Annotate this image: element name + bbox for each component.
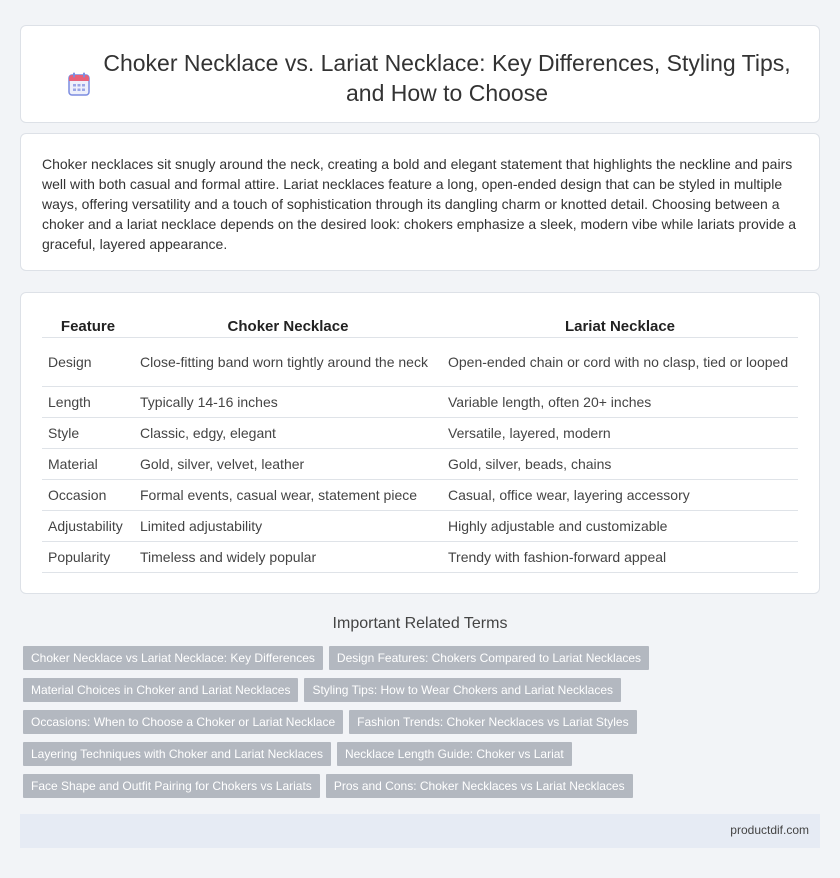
feature-cell: Style (42, 417, 134, 448)
table-row (42, 479, 798, 510)
related-term-tag[interactable]: Necklace Length Guide: Choker vs Lariat (337, 742, 572, 766)
summary-card (20, 133, 820, 271)
feature-cell: Popularity (42, 541, 134, 572)
lariat-cell: Trendy with fashion-forward appeal (442, 541, 798, 572)
table-row (42, 337, 798, 386)
footer-site-link[interactable]: productdif.com (730, 823, 809, 837)
choker-cell: Limited adjustability (134, 510, 442, 541)
feature-cell: Material (42, 448, 134, 479)
choker-cell: Gold, silver, velvet, leather (134, 448, 442, 479)
choker-cell: Close-fitting band worn tightly around the neck (134, 337, 442, 386)
table-row (42, 510, 798, 541)
footer (20, 814, 820, 848)
table-row (42, 386, 798, 417)
page-title: Choker Necklace vs. Lariat Necklace: Key Differences, Styling Tips, and How to Choose (103, 50, 791, 106)
choker-cell: Timeless and widely popular (134, 541, 442, 572)
related-term-tag[interactable]: Occasions: When to Choose a Choker or Lariat Necklace (23, 710, 343, 734)
header-feature: Feature (42, 315, 134, 337)
header-choker: Choker Necklace (134, 315, 442, 337)
lariat-cell: Gold, silver, beads, chains (442, 448, 798, 479)
lariat-cell: Casual, office wear, layering accessory (442, 479, 798, 510)
table-header-row (42, 315, 798, 337)
table-row (42, 448, 798, 479)
related-terms-list (23, 646, 823, 806)
related-term-tag[interactable]: Choker Necklace vs Lariat Necklace: Key Differences (23, 646, 323, 670)
related-term-tag[interactable]: Pros and Cons: Choker Necklaces vs Lariat Necklaces (326, 774, 633, 798)
title-card (20, 25, 820, 123)
table-row (42, 417, 798, 448)
table-row (42, 541, 798, 572)
feature-cell: Occasion (42, 479, 134, 510)
related-term-tag[interactable]: Face Shape and Outfit Pairing for Chokers vs Lariats (23, 774, 320, 798)
summary-text: Choker necklaces sit snugly around the neck, creating a bold and elegant statement that highlights the neckline and pairs well with both casual and formal attire. Lariat necklaces feature a long, open-ended design that can be styled in multiple ways, offering versatility and a touch of sophistication through its dangling charm or knotted detail. Choosing between a choker and a lariat necklace depends on the desired look: chokers emphasize a sleek, modern vibe while lariats provide a graceful, layered appearance. (42, 156, 797, 252)
feature-cell: Length (42, 386, 134, 417)
choker-cell: Formal events, casual wear, statement piece (134, 479, 442, 510)
related-term-tag[interactable]: Design Features: Chokers Compared to Lariat Necklaces (329, 646, 649, 670)
lariat-cell: Variable length, often 20+ inches (442, 386, 798, 417)
feature-cell: Design (42, 337, 134, 386)
lariat-cell: Versatile, layered, modern (442, 417, 798, 448)
related-term-tag[interactable]: Styling Tips: How to Wear Chokers and Lariat Necklaces (304, 678, 621, 702)
related-terms-heading: Important Related Terms (332, 615, 508, 632)
lariat-cell: Highly adjustable and customizable (442, 510, 798, 541)
comparison-table (42, 315, 798, 573)
related-term-tag[interactable]: Fashion Trends: Choker Necklaces vs Lariat Styles (349, 710, 636, 734)
comparison-table-card (20, 292, 820, 594)
choker-cell: Classic, edgy, elegant (134, 417, 442, 448)
related-term-tag[interactable]: Layering Techniques with Choker and Lariat Necklaces (23, 742, 331, 766)
feature-cell: Adjustability (42, 510, 134, 541)
choker-cell: Typically 14-16 inches (134, 386, 442, 417)
lariat-cell: Open-ended chain or cord with no clasp, tied or looped (442, 337, 798, 386)
header-lariat: Lariat Necklace (442, 315, 798, 337)
related-term-tag[interactable]: Material Choices in Choker and Lariat Necklaces (23, 678, 298, 702)
